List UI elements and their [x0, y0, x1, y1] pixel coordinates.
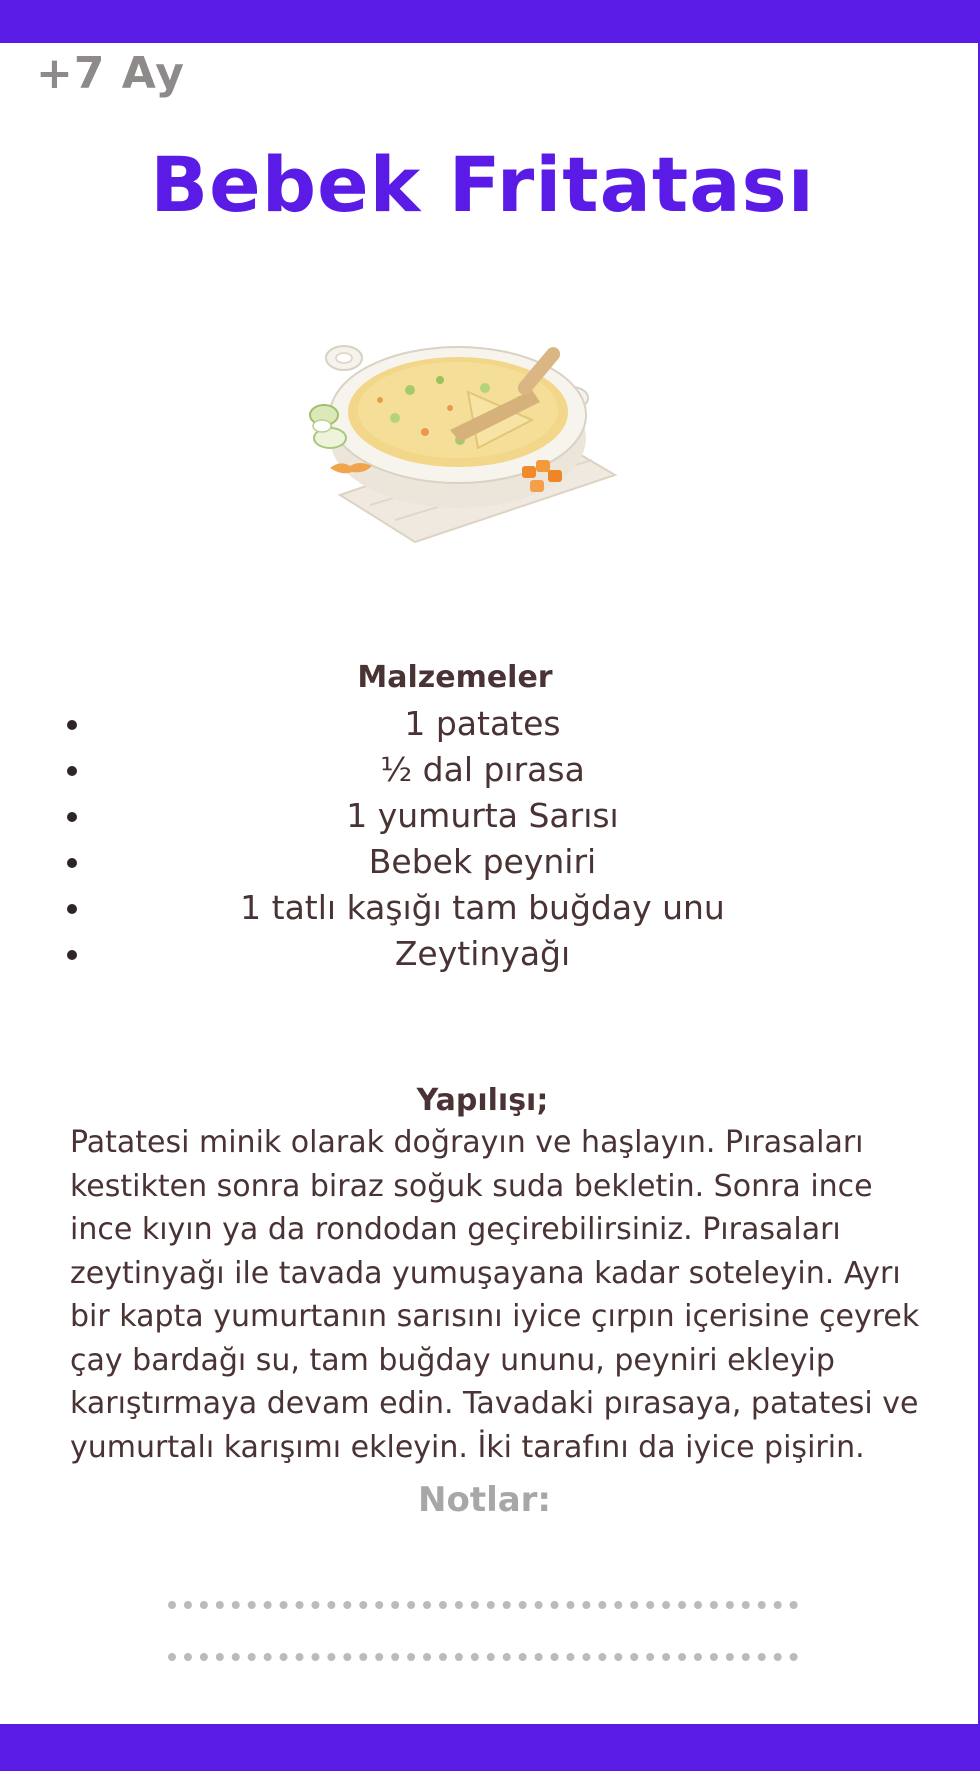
ingredient-text: ½ dal pırasa — [380, 750, 585, 789]
bullet-icon — [67, 720, 77, 730]
ingredient-item — [0, 747, 965, 793]
ingredient-text: Zeytinyağı — [394, 934, 571, 973]
age-label: +7 Ay — [36, 48, 185, 99]
ingredients-heading: Malzemeler — [357, 660, 553, 695]
method-text: Patatesi minik olarak doğrayın ve haşlayın. Pırasaları kestikten sonra biraz soğuk suda bekletin. Sonra ince ince kıyın ya da rondodan geçirebilirsiniz. Pırasaları zeytinyağı ile tavada yumuşayana kadar soteleyin. Ayrı bir kapta yumurtanın sarısını iyice çırpın içerisine çeyrek çay bardağı su, tam buğday ununu, peyniri ekleyip karıştırmaya devam edin. Tavadaki pırasaya, patatesi ve yumurtalı karışımı ekleyin. İki tarafını da iyice pişirin. — [70, 1125, 920, 1465]
top-color-bar — [0, 0, 980, 43]
bullet-icon — [67, 904, 77, 914]
bullet-icon — [67, 812, 77, 822]
recipe-title: Bebek Fritatası — [150, 140, 815, 229]
bullet-icon — [67, 950, 77, 960]
ingredient-text: 1 patates — [404, 704, 561, 743]
bullet-icon — [67, 858, 77, 868]
ingredients-list — [0, 701, 965, 977]
bullet-icon — [67, 766, 77, 776]
ingredient-item — [0, 839, 965, 885]
notes-line — [168, 1653, 798, 1661]
bottom-color-bar — [0, 1724, 980, 1771]
frittata-dish-illustration — [300, 320, 620, 550]
ingredient-text: 1 yumurta Sarısı — [346, 796, 619, 835]
notes-heading: Notlar: — [418, 1480, 552, 1520]
notes-line — [168, 1601, 798, 1609]
method-heading: Yapılışı; — [416, 1083, 549, 1118]
ingredient-item — [0, 931, 965, 977]
ingredient-item — [0, 701, 965, 747]
ingredient-item — [0, 793, 965, 839]
ingredient-text: Bebek peyniri — [368, 842, 597, 881]
ingredient-text: 1 tatlı kaşığı tam buğday unu — [240, 888, 725, 927]
ingredient-item — [0, 885, 965, 931]
